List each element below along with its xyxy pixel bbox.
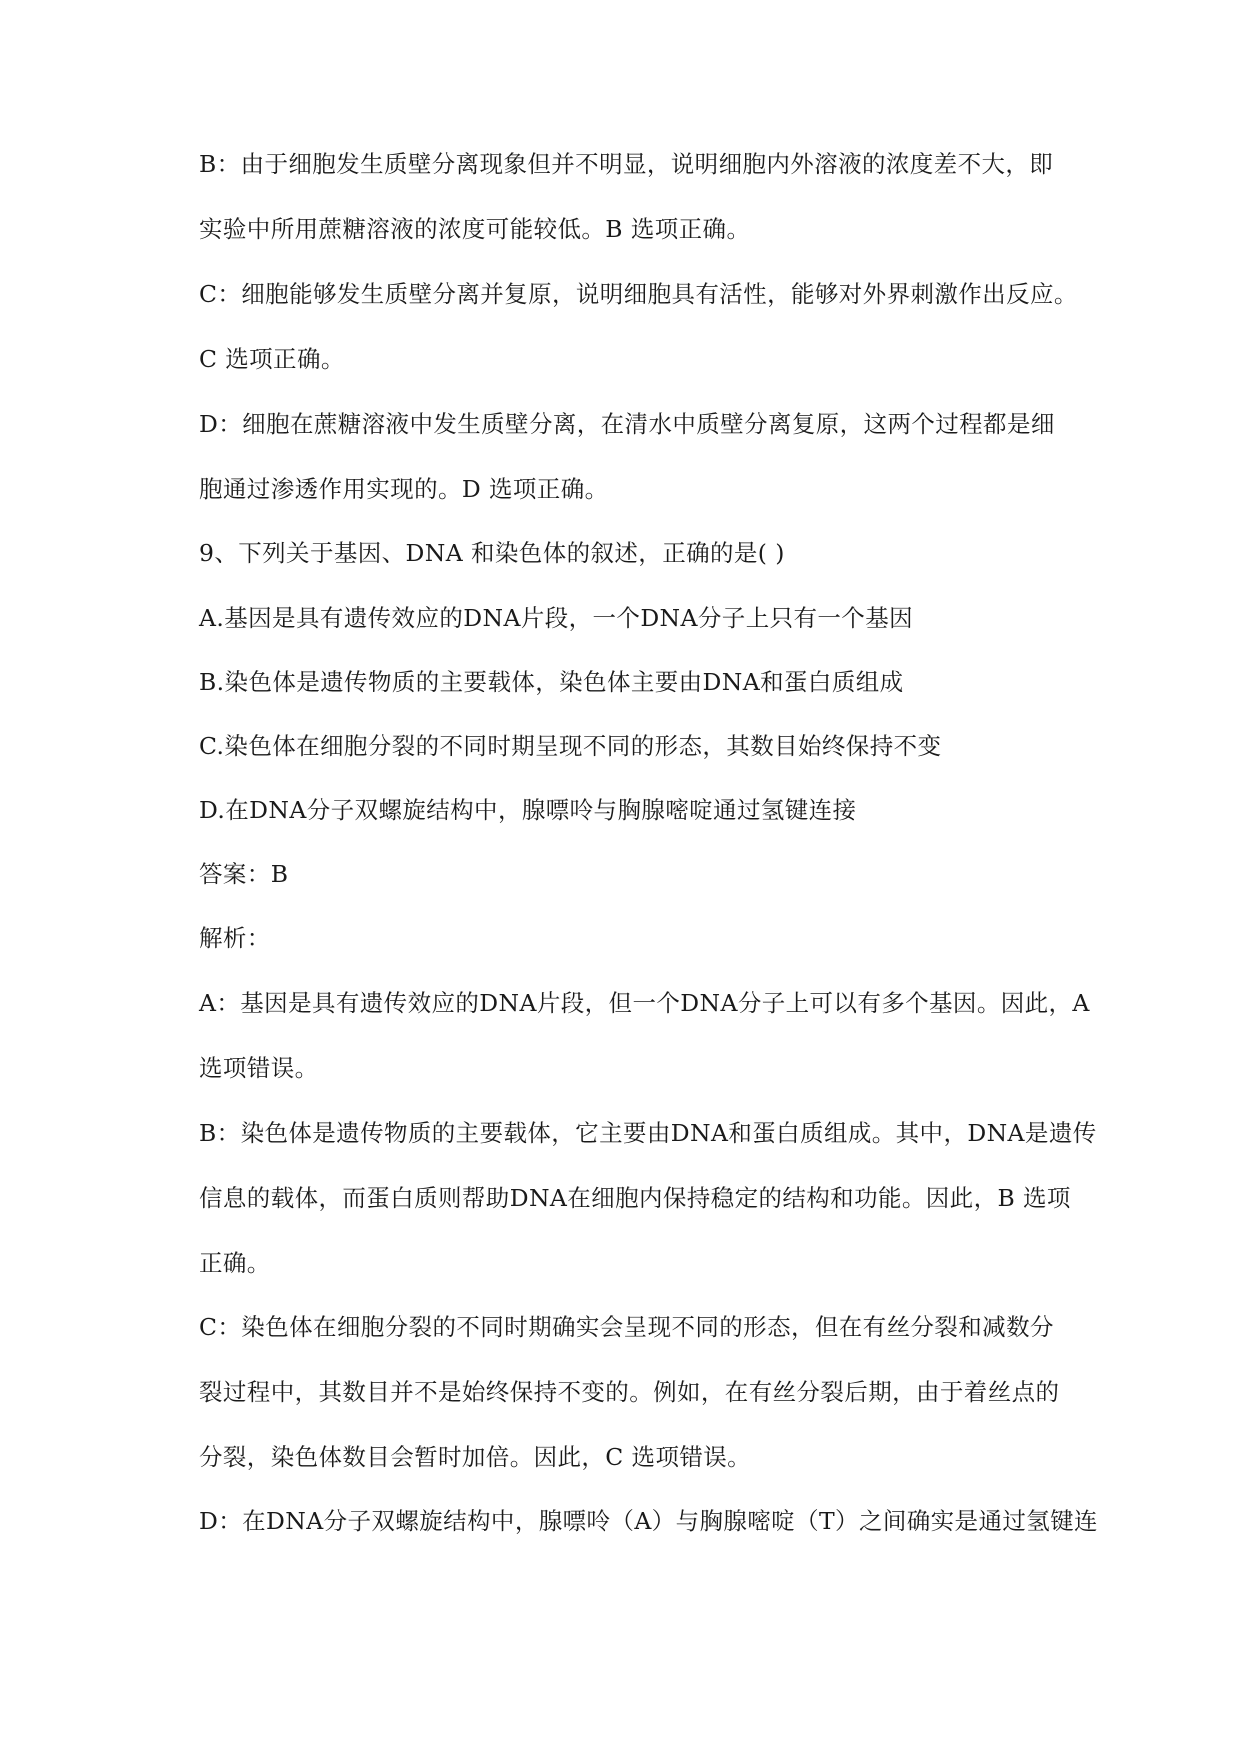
- q9-analysis-b-line-1: B：染色体是遗传物质的主要载体，它主要由DNA和蛋白质组成。其中，DNA是遗传: [199, 1119, 1097, 1147]
- question-9-option-c: C.染色体在细胞分裂的不同时期呈现不同的形态，其数目始终保持不变: [199, 732, 942, 760]
- answer-line: 答案：B: [199, 860, 289, 888]
- analysis-b-line-2: 实验中所用蔗糖溶液的浓度可能较低。B 选项正确。: [199, 215, 751, 243]
- question-9-option-d: D.在DNA分子双螺旋结构中，腺嘌呤与胸腺嘧啶通过氢键连接: [199, 796, 857, 824]
- analysis-heading: 解析：: [199, 924, 271, 952]
- q9-analysis-d-line-1: D：在DNA分子双螺旋结构中，腺嘌呤（A）与胸腺嘧啶（T）之间确实是通过氢键连: [199, 1507, 1098, 1535]
- analysis-d-line-1: D：细胞在蔗糖溶液中发生质壁分离，在清水中质壁分离复原，这两个过程都是细: [199, 410, 1055, 438]
- q9-analysis-a-line-1: A：基因是具有遗传效应的DNA片段，但一个DNA分子上可以有多个基因。因此，A: [199, 989, 1090, 1017]
- question-9-option-b: B.染色体是遗传物质的主要载体，染色体主要由DNA和蛋白质组成: [199, 668, 904, 696]
- question-9-option-a: A.基因是具有遗传效应的DNA片段，一个DNA分子上只有一个基因: [199, 604, 913, 632]
- q9-analysis-b-line-2: 信息的载体，而蛋白质则帮助DNA在细胞内保持稳定的结构和功能。因此，B 选项: [199, 1184, 1071, 1212]
- analysis-c-line-2: C 选项正确。: [199, 345, 345, 373]
- q9-analysis-a-line-2: 选项错误。: [199, 1054, 319, 1082]
- question-9-stem: 9、下列关于基因、DNA 和染色体的叙述，正确的是( ): [199, 539, 785, 567]
- q9-analysis-c-line-1: C：染色体在细胞分裂的不同时期确实会呈现不同的形态，但在有丝分裂和减数分: [199, 1313, 1054, 1341]
- analysis-c-line-1: C：细胞能够发生质壁分离并复原，说明细胞具有活性，能够对外界刺激作出反应。: [199, 280, 1078, 308]
- analysis-b-line-1: B：由于细胞发生质壁分离现象但并不明显，说明细胞内外溶液的浓度差不大，即: [199, 150, 1054, 178]
- q9-analysis-b-line-3: 正确。: [199, 1249, 271, 1277]
- q9-analysis-c-line-2: 裂过程中，其数目并不是始终保持不变的。例如，在有丝分裂后期，由于着丝点的: [199, 1378, 1060, 1406]
- analysis-d-line-2: 胞通过渗透作用实现的。D 选项正确。: [199, 475, 609, 503]
- q9-analysis-c-line-3: 分裂，染色体数目会暂时加倍。因此，C 选项错误。: [199, 1443, 752, 1471]
